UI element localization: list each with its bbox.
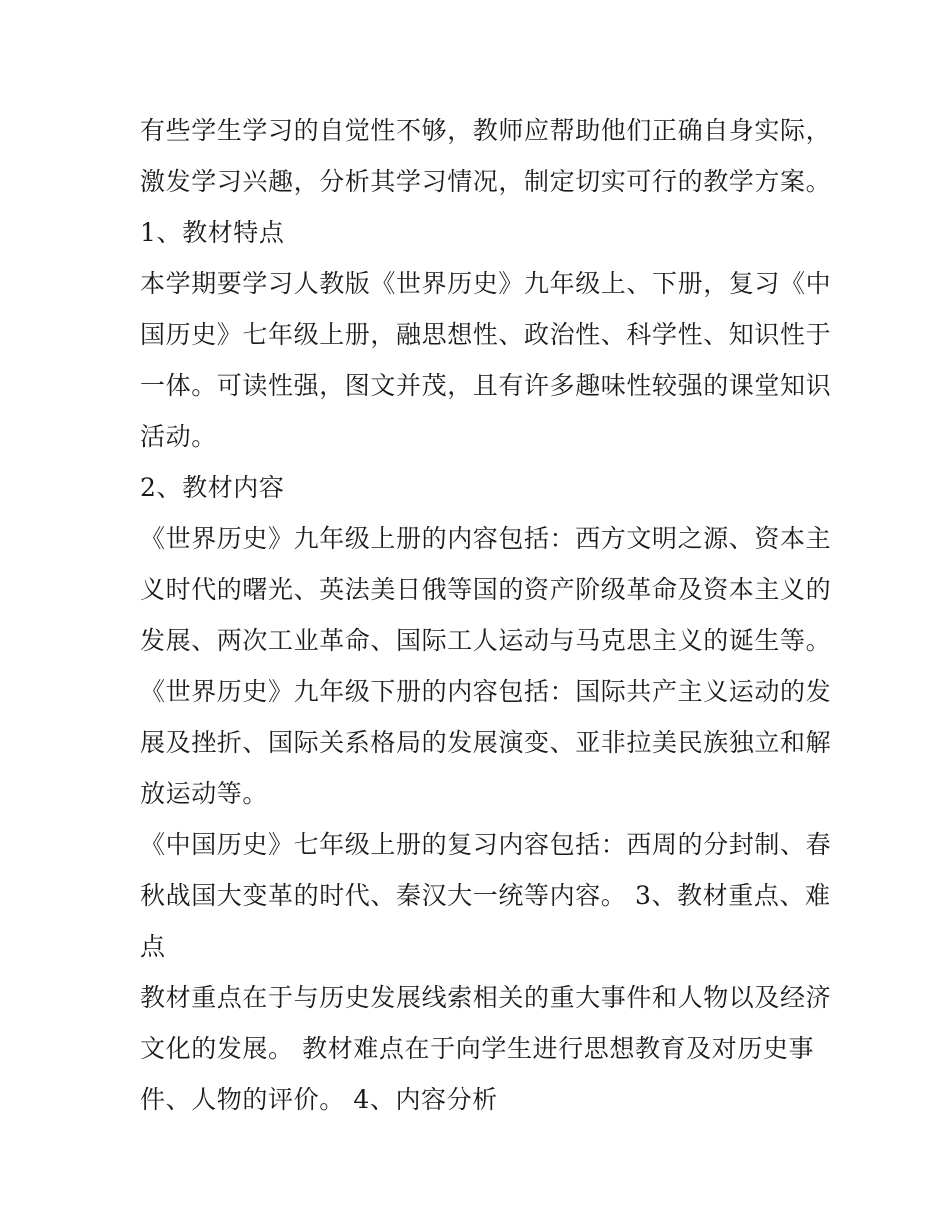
- paragraph-line: 有些学生学习的自觉性不够，教师应帮助他们正确自身实际，: [140, 116, 832, 145]
- paragraph-line: 教材重点在于与历史发展线索相关的重大事件和人物以及经济: [140, 983, 832, 1012]
- paragraph-line: 放运动等。: [140, 779, 269, 808]
- paragraph-line: 发展、两次工业革命、国际工人运动与马克思主义的诞生等。: [140, 626, 832, 655]
- paragraph-line: 活动。: [140, 422, 217, 451]
- paragraph-line: 《中国历史》七年级上册的复习内容包括：西周的分封制、春: [140, 830, 832, 859]
- paragraph-line: 本学期要学习人教版《世界历史》九年级上、下册，复习《中: [140, 269, 832, 298]
- paragraph-line: 展及挫折、国际关系格局的发展演变、亚非拉美民族独立和解: [140, 728, 832, 757]
- paragraph-line: 件、人物的评价。 4、内容分析: [140, 1085, 498, 1114]
- paragraph-line: 激发学习兴趣，分析其学习情况，制定切实可行的教学方案。: [140, 167, 832, 196]
- paragraph-line: 秋战国大变革的时代、秦汉大一统等内容。 3、教材重点、难: [140, 881, 831, 910]
- paragraph-line: 国历史》七年级上册，融思想性、政治性、科学性、知识性于: [140, 320, 832, 349]
- paragraph-line: 《世界历史》九年级下册的内容包括：国际共产主义运动的发: [140, 677, 832, 706]
- document-body: [140, 105, 832, 1125]
- section-heading-textbook-content: 2、教材内容: [140, 473, 285, 502]
- paragraph-line: 义时代的曙光、英法美日俄等国的资产阶级革命及资本主义的: [140, 575, 832, 604]
- section-heading-textbook-features: 1、教材特点: [140, 218, 285, 247]
- paragraph-line: 一体。可读性强，图文并茂，且有许多趣味性较强的课堂知识: [140, 371, 832, 400]
- paragraph-line: 点: [140, 932, 166, 961]
- paragraph-line: 文化的发展。 教材难点在于向学生进行思想教育及对历史事: [140, 1034, 815, 1063]
- paragraph-line: 《世界历史》九年级上册的内容包括：西方文明之源、资本主: [140, 524, 832, 553]
